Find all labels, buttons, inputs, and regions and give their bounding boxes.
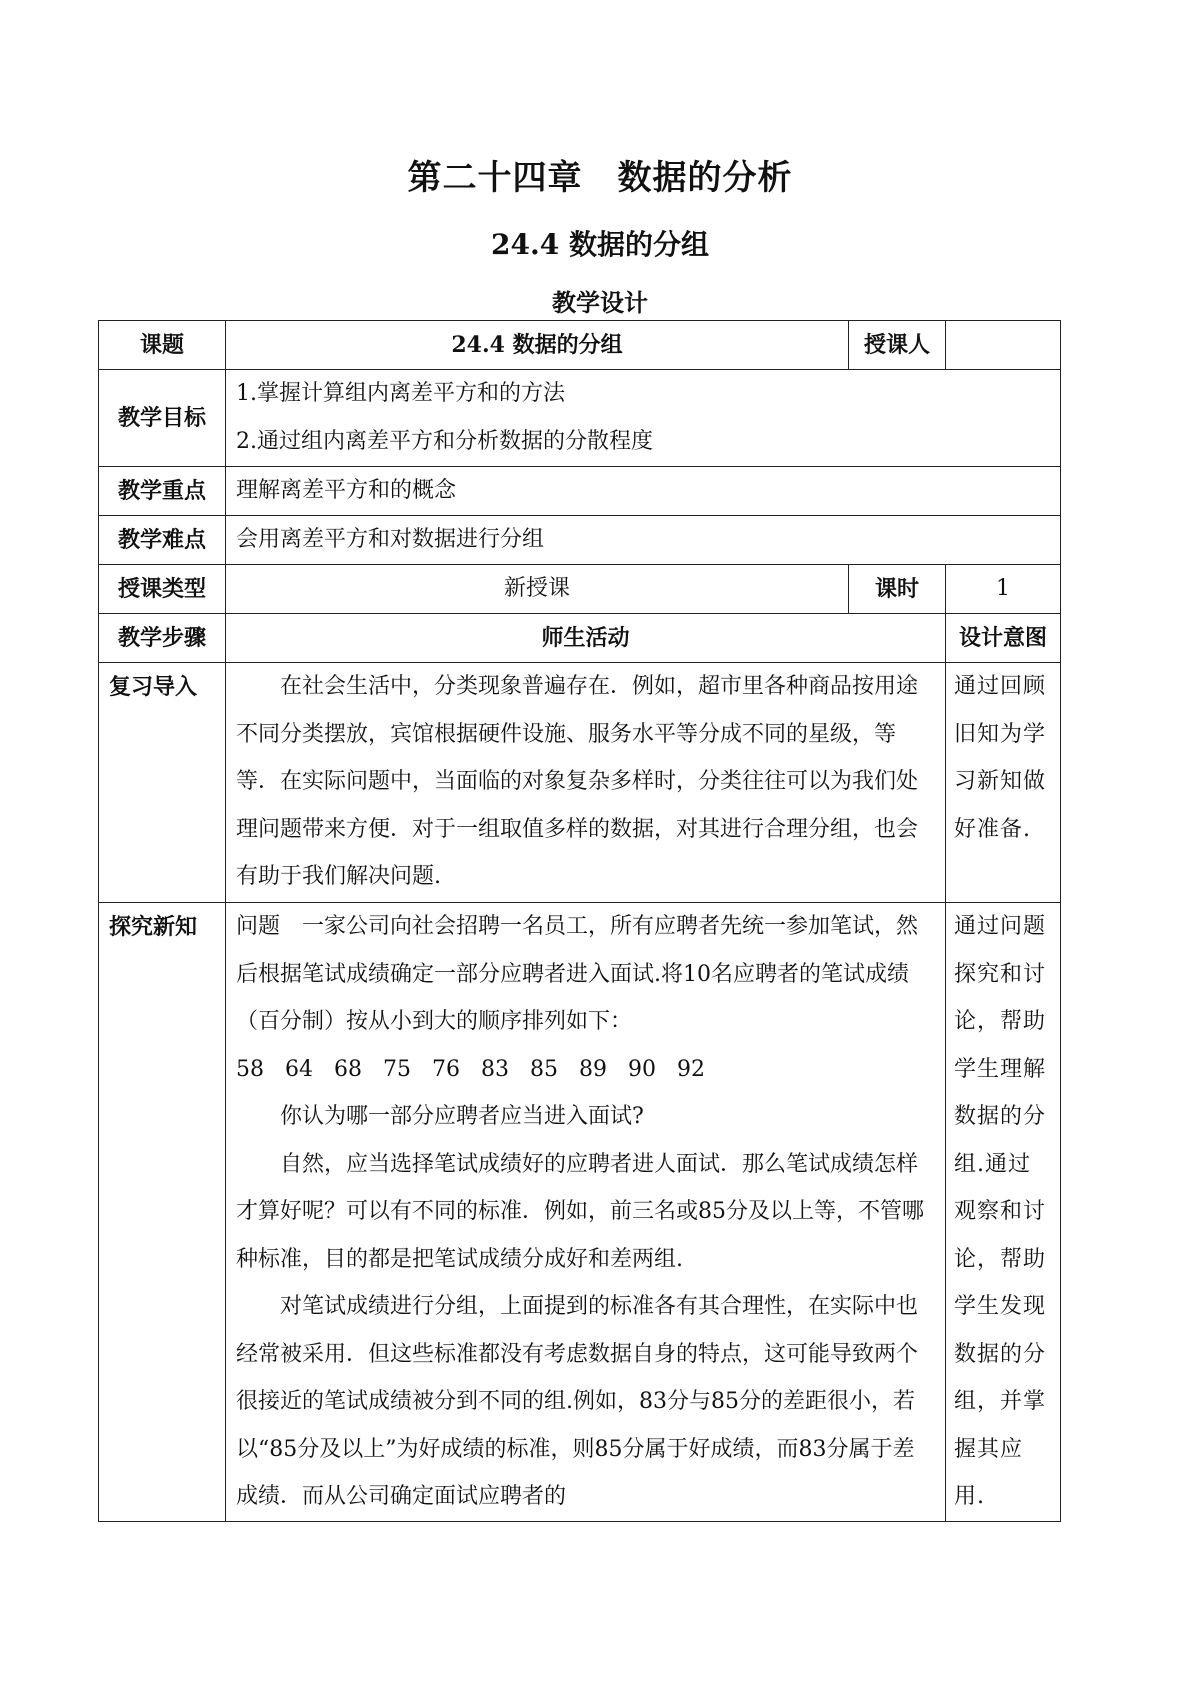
explore-label: 探究新知 [99, 903, 226, 1522]
review-activity [226, 663, 946, 903]
review-intent-text: 通过回顾旧知为学习新知做好准备. [954, 674, 1047, 842]
topic-label: 课题 [99, 321, 226, 370]
goals-cell [226, 370, 1061, 467]
row-lesson-type [99, 565, 1061, 614]
key-point-value: 理解离差平方和的概念 [226, 467, 1061, 516]
goals-label: 教学目标 [99, 370, 226, 467]
score-list [236, 1046, 935, 1094]
difficulty-label: 教学难点 [99, 516, 226, 565]
difficulty-value: 会用离差平方和对数据进行分组 [226, 516, 1061, 565]
score-item: 89 [579, 1056, 607, 1082]
explore-intent [946, 903, 1061, 1522]
row-review [99, 663, 1061, 903]
score-item: 83 [481, 1056, 509, 1082]
review-text: 在社会生活中，分类现象普遍存在．例如，超市里各种商品按用途不同分类摆放，宾馆根据硬件设施、服务水平等分成不同的星级，等等．在实际问题中，当面临的对象复杂多样时，分类往往可以为我们处理问题带来方便．对于一组取值多样的数据，对其进行合理分组，也会有助于我们解决问题. [236, 674, 919, 889]
score-item: 90 [628, 1056, 656, 1082]
intent-header: 设计意图 [946, 614, 1061, 663]
explore-activity [226, 903, 946, 1522]
steps-header: 教学步骤 [99, 614, 226, 663]
score-item: 85 [530, 1056, 558, 1082]
score-item: 64 [285, 1056, 313, 1082]
score-item: 68 [334, 1056, 362, 1082]
row-key-point [99, 467, 1061, 516]
topic-value: 24.4 数据的分组 [226, 321, 849, 370]
explore-para-3: 对笔试成绩进行分组，上面提到的标准各有其合理性，在实际中也经常被采用．但这些标准都没有考虑数据自身的特点，这可能导致两个很接近的笔试成绩被分到不同的组.例如，83分与85分的差距很小，若以“85分及以上”为好成绩的标准，则85分属于好成绩，而83分属于差成绩．而从公司确定面试应聘者的 [236, 1294, 919, 1509]
lesson-plan-table [98, 320, 1061, 1522]
activity-header: 师生活动 [226, 614, 946, 663]
review-label: 复习导入 [99, 663, 226, 903]
score-item: 58 [236, 1056, 264, 1082]
lesson-type-label: 授课类型 [99, 565, 226, 614]
teacher-label: 授课人 [849, 321, 946, 370]
row-column-headers [99, 614, 1061, 663]
design-label: 教学设计 [552, 288, 648, 317]
row-explore [99, 903, 1061, 1522]
review-intent [946, 663, 1061, 903]
lesson-type-value: 新授课 [226, 565, 849, 614]
hours-label: 课时 [849, 565, 946, 614]
explore-para-2: 自然，应当选择笔试成绩好的应聘者进人面试．那么笔试成绩怎样才算好呢？可以有不同的标准．例如，前三名或85分及以上等，不管哪种标准，目的都是把笔试成绩分成好和差两组. [236, 1151, 924, 1272]
explore-problem: 问题 一家公司向社会招聘一名员工，所有应聘者先统一参加笔试，然后根据笔试成绩确定一部分应聘者进入面试.将10名应聘者的笔试成绩（百分制）按从小到大的顺序排列如下： [236, 914, 919, 1034]
section-title: 24.4 数据的分组 [491, 228, 709, 261]
row-goals [99, 370, 1061, 467]
hours-value: 1 [946, 565, 1061, 614]
key-point-label: 教学重点 [99, 467, 226, 516]
teacher-value [946, 321, 1061, 370]
score-item: 92 [677, 1056, 705, 1082]
explore-intent-text: 通过问题探究和讨论，帮助学生理解数据的分组.通过观察和讨论，帮助学生发现数据的分组，并掌握其应用. [954, 914, 1047, 1509]
explore-question: 你认为哪一部分应聘者应当进入面试? [280, 1104, 644, 1129]
row-topic [99, 321, 1061, 370]
chapter-title: 第二十四章 数据的分析 [407, 158, 793, 198]
row-difficulty [99, 516, 1061, 565]
goal-2: 2.通过组内离差平方和分析数据的分散程度 [236, 429, 653, 454]
goal-1: 1.掌握计算组内离差平方和的方法 [236, 381, 565, 406]
score-item: 76 [432, 1056, 460, 1082]
score-item: 75 [383, 1056, 411, 1082]
